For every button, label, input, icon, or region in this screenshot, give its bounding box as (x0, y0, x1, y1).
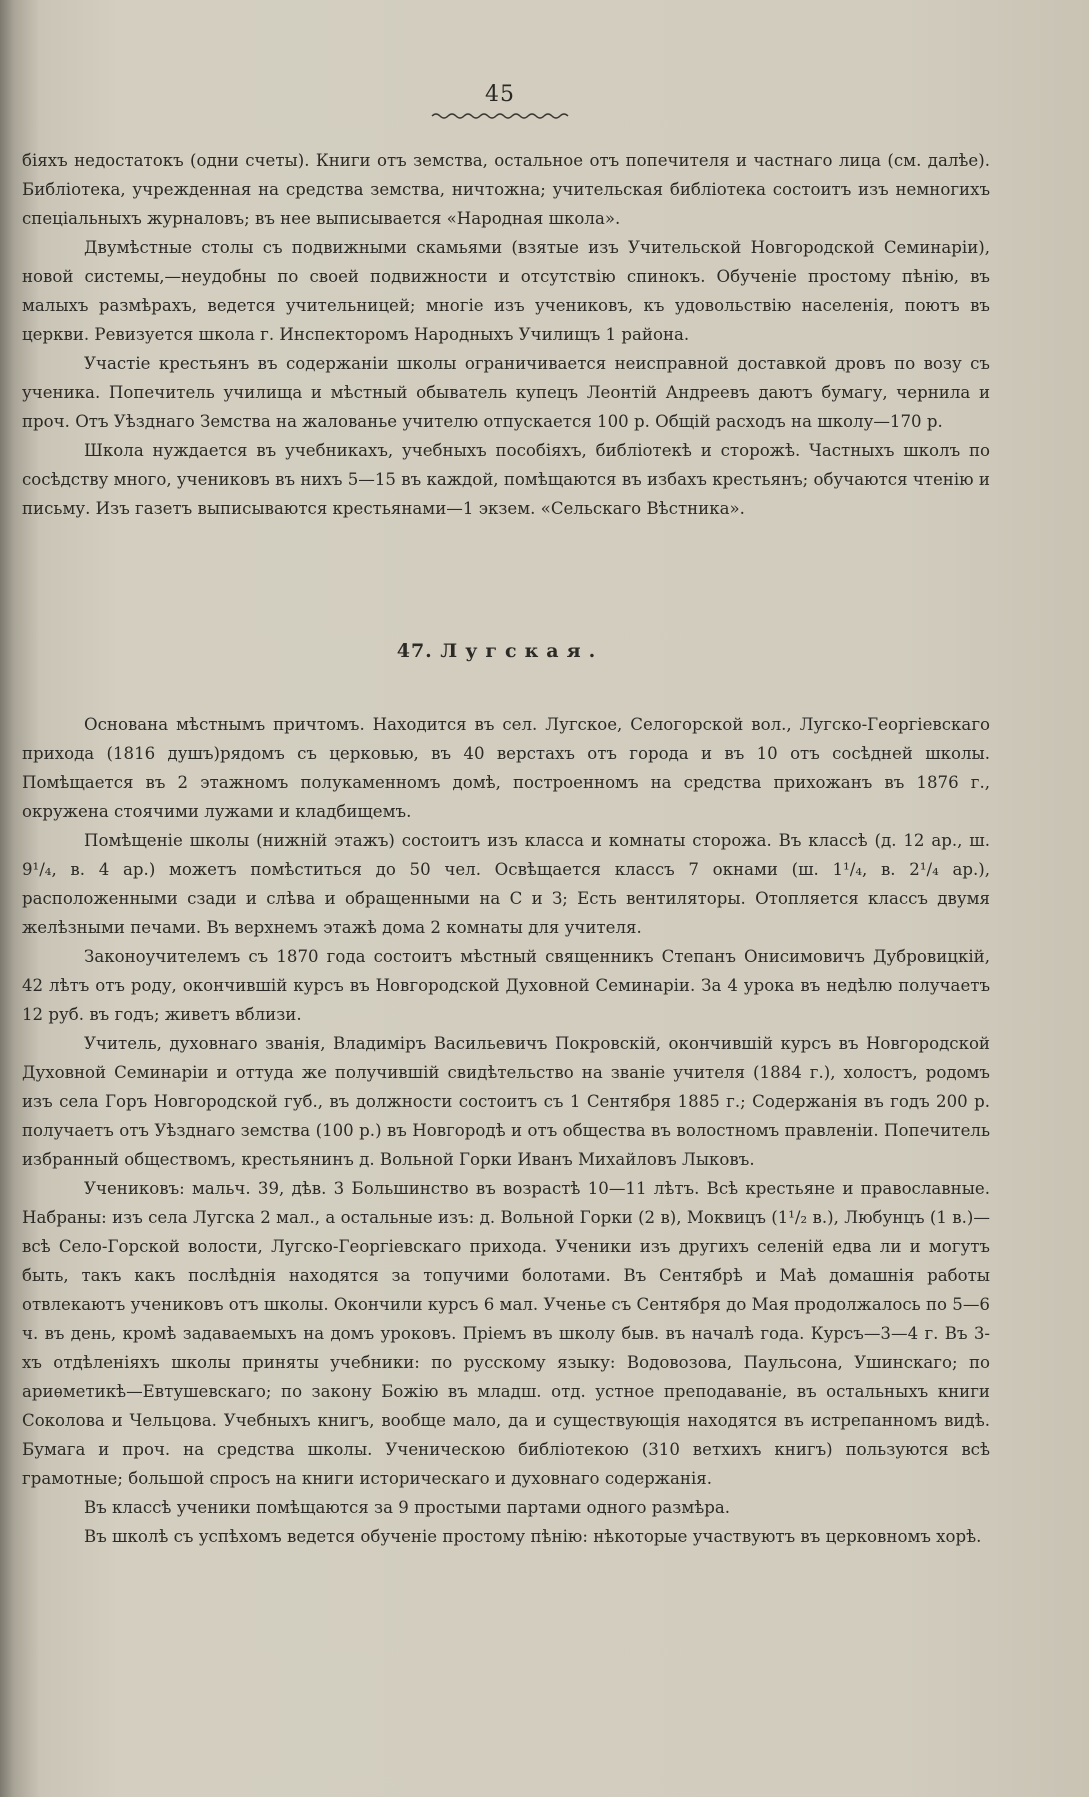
page-number: 45 (485, 82, 515, 107)
paragraph: біяхъ недостатокъ (одни счеты). Книги отъ земства, остальное отъ попечителя и частнаго лица (см. далѣе). Библіотека, учрежденная на средства земства, ничтожна; учительская библіотека состоитъ изъ немногихъ спеціальныхъ журналовъ; въ нее выписывается «Народная школа». (22, 151, 990, 228)
paragraph: Школа нуждается въ учебникахъ, учебныхъ пособіяхъ, библіотекѣ и сторожѣ. Частныхъ школъ по сосѣдству много, учениковъ въ нихъ 5—15 въ каждой, помѣщаются въ избахъ крестьянъ; обучаются чтенію и письму. Изъ газетъ выписываются крестьянами—1 экзем. «Сельскаго Вѣстника». (22, 441, 990, 518)
page-number-ornament (430, 112, 570, 120)
section-number: 47. (396, 640, 433, 662)
paragraph: Въ школѣ съ успѣхомъ ведется обученіе простому пѣнію: нѣкоторые участвуютъ въ церковномъ хорѣ. (84, 1527, 982, 1546)
paragraph: Помѣщеніе школы (нижній этажъ) состоитъ изъ класса и комнаты сторожа. Въ классѣ (д. 12 ар., ш. 9¹/₄, в. 4 ар.) можетъ помѣститься до 50 чел. Освѣщается классъ 7 окнами (ш. 1¹/₄, в. 2¹/₄ ар.), расположенными сзади и слѣва и обращенными на С и З; Есть вентиляторы. Отопляется классъ двумя желѣзными печами. Въ верхнемъ этажѣ дома 2 комнаты для учителя. (22, 831, 990, 937)
paragraph: Учитель, духовнаго званія, Владиміръ Васильевичъ Покровскій, окончившій курсъ въ Новгородской Духовной Семинаріи и оттуда же получившій свидѣтельство на званіе учителя (1884 г.), холостъ, родомъ изъ села Горъ Новгородской губ., въ должности состоитъ съ 1 Сентября 1885 г.; Содержанія въ годъ 200 р. получаетъ отъ Уѣзднаго земства (100 р.) въ Новгородѣ и отъ общества въ волостномъ правленіи. Попечитель избранный обществомъ, крестьянинъ д. Вольной Горки Иванъ Михайловъ Лыковъ. (22, 1034, 990, 1169)
paragraph: Въ классѣ ученики помѣщаются за 9 простыми партами одного размѣра. (84, 1498, 731, 1517)
section-heading (0, 640, 1000, 662)
paragraph: Участіе крестьянъ въ содержаніи школы ограничивается неисправной доставкой дровъ по возу съ ученика. Попечитель училища и мѣстный обыватель купецъ Леонтій Андреевъ даютъ бумагу, чернила и проч. Отъ Уѣзднаго Земства на жалованье учителю отпускается 100 р. Общій расходъ на школу—170 р. (22, 354, 990, 431)
section-body (22, 710, 990, 1551)
previous-section-continuation (22, 146, 990, 523)
paragraph: Двумѣстные столы съ подвижными скамьями (взятые изъ Учительской Новгородской Семинаріи), новой системы,—неудобны по своей подвижности и отсутствію спинокъ. Обученіе простому пѣнію, въ малыхъ размѣрахъ, ведется учительницей; многіе изъ учениковъ, къ удовольствію населенія, поютъ въ церкви. Ревизуется школа г. Инспекторомъ Народныхъ Училищъ 1 района. (22, 238, 990, 344)
paragraph: Учениковъ: мальч. 39, дѣв. 3 Большинство въ возрастѣ 10—11 лѣтъ. Всѣ крестьяне и православные. Набраны: изъ села Лугска 2 мал., а остальные изъ: д. Вольной Горки (2 в), Моквицъ (1¹/₂ в.), Любунцъ (1 в.)—всѣ Село-Горской волости, Лугско-Георгіевскаго прихода. Ученики изъ другихъ селеній едва ли и могутъ быть, такъ какъ послѣднія находятся за топучими болотами. Въ Сентябрѣ и Маѣ домашнія работы отвлекаютъ учениковъ отъ школы. Окончили курсъ 6 мал. Ученье съ Сентября до Мая продолжалось по 5—6 ч. въ день, кромѣ задаваемыхъ на домъ уроковъ. Пріемъ въ школу быв. въ началѣ года. Курсъ—3—4 г. Въ 3-хъ отдѣленіяхъ школы приняты учебники: по русскому языку: Водовозова, Паульсона, Ушинскаго; по ариѳметикѣ—Евтушевскаго; по закону Божію въ младш. отд. устное преподаваніе, въ остальныхъ книги Соколова и Чельцова. Учебныхъ книгъ, вообще мало, да и существующія находятся въ истрепанномъ видѣ. Бумага и проч. на средства школы. Ученическою библіотекою (310 ветхихъ книгъ) пользуются всѣ грамотные; большой спросъ на книги историческаго и духовнаго содержанія. (22, 1179, 990, 1488)
paragraph: Законоучителемъ съ 1870 года состоитъ мѣстный священникъ Степанъ Онисимовичъ Дубровицкій, 42 лѣтъ отъ роду, окончившій курсъ въ Новгородской Духовной Семинаріи. За 4 урока въ недѣлю получаетъ 12 руб. въ годъ; живетъ вблизи. (22, 947, 990, 1024)
section-title: Лугская. (440, 640, 604, 662)
paragraph: Основана мѣстнымъ причтомъ. Находится въ сел. Лугское, Селогорской вол., Лугско-Георгіевскаго прихода (1816 душъ)рядомъ съ церковью, въ 40 верстахъ отъ города и въ 10 отъ сосѣдней школы. Помѣщается въ 2 этажномъ полукаменномъ домѣ, построенномъ на средства прихожанъ въ 1876 г., окружена стоячими лужами и кладбищемъ. (22, 715, 990, 821)
